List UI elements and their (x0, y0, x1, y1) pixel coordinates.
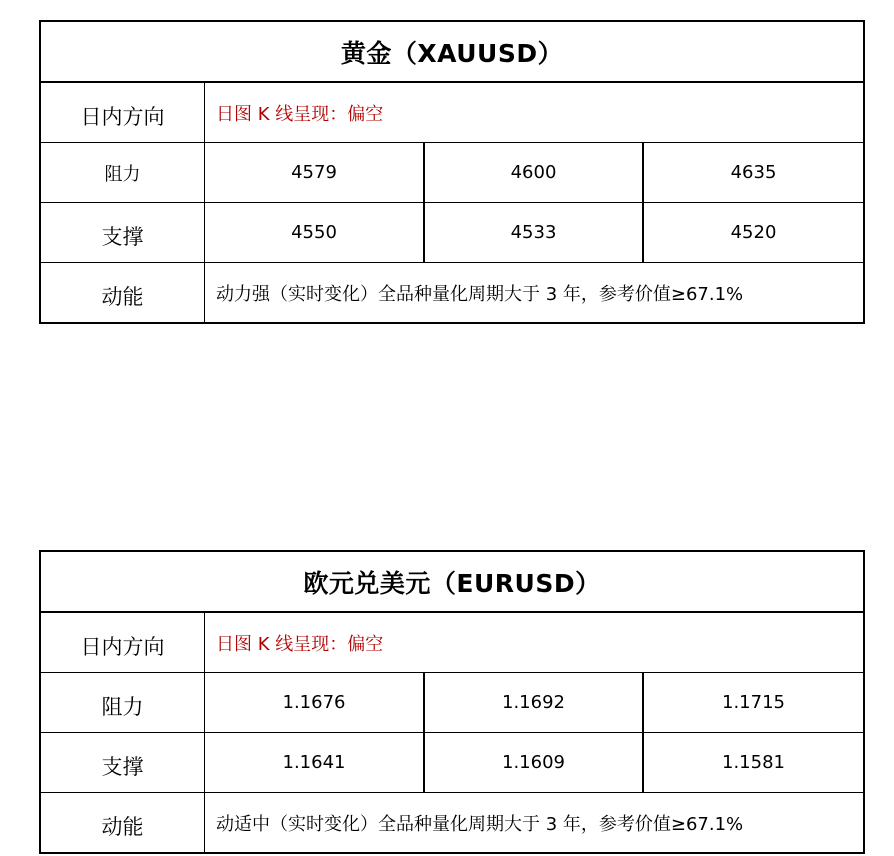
resistance-level-2: 4600 (425, 143, 644, 202)
support-label: 支撑 (41, 203, 205, 262)
panel-title: 欧元兑美元（EURUSD） (41, 552, 863, 613)
support-row (41, 203, 863, 263)
support-cells (205, 733, 863, 792)
direction-value: 日图 K 线呈现：偏空 (216, 634, 384, 655)
momentum-label: 动能 (41, 263, 205, 322)
momentum-row (41, 793, 863, 852)
momentum-row (41, 263, 863, 322)
resistance-level-3: 1.1715 (722, 692, 785, 713)
direction-label: 日内方向 (41, 613, 205, 672)
momentum-value: 动力强（实时变化）全品种量化周期大于 3 年，参考价值≥67.1% (216, 283, 744, 305)
eurusd-panel (39, 550, 865, 854)
support-label: 支撑 (41, 733, 205, 792)
direction-row (41, 83, 863, 143)
direction-row (41, 613, 863, 673)
resistance-level-3: 4635 (730, 162, 777, 183)
support-level-1: 1.1641 (205, 733, 425, 792)
support-level-2: 4533 (425, 203, 644, 262)
support-level-2: 1.1609 (425, 733, 644, 792)
resistance-level-2: 1.1692 (425, 673, 644, 732)
support-level-1: 4550 (205, 203, 425, 262)
xauusd-panel (39, 20, 865, 324)
support-level-3: 4520 (730, 222, 777, 243)
momentum-value: 动适中（实时变化）全品种量化周期大于 3 年，参考价值≥67.1% (216, 813, 744, 835)
resistance-label: 阻力 (41, 673, 205, 732)
resistance-row (41, 143, 863, 203)
resistance-level-1: 1.1676 (205, 673, 425, 732)
support-level-3: 1.1581 (722, 752, 785, 773)
panel-title: 黄金（XAUUSD） (41, 22, 863, 83)
resistance-cells (205, 143, 863, 202)
resistance-cells (205, 673, 863, 732)
momentum-label: 动能 (41, 793, 205, 852)
support-cells (205, 203, 863, 262)
resistance-level-1: 4579 (205, 143, 425, 202)
direction-label: 日内方向 (41, 83, 205, 142)
support-row (41, 733, 863, 793)
direction-value: 日图 K 线呈现：偏空 (216, 104, 384, 125)
resistance-label: 阻力 (41, 143, 205, 202)
resistance-row (41, 673, 863, 733)
